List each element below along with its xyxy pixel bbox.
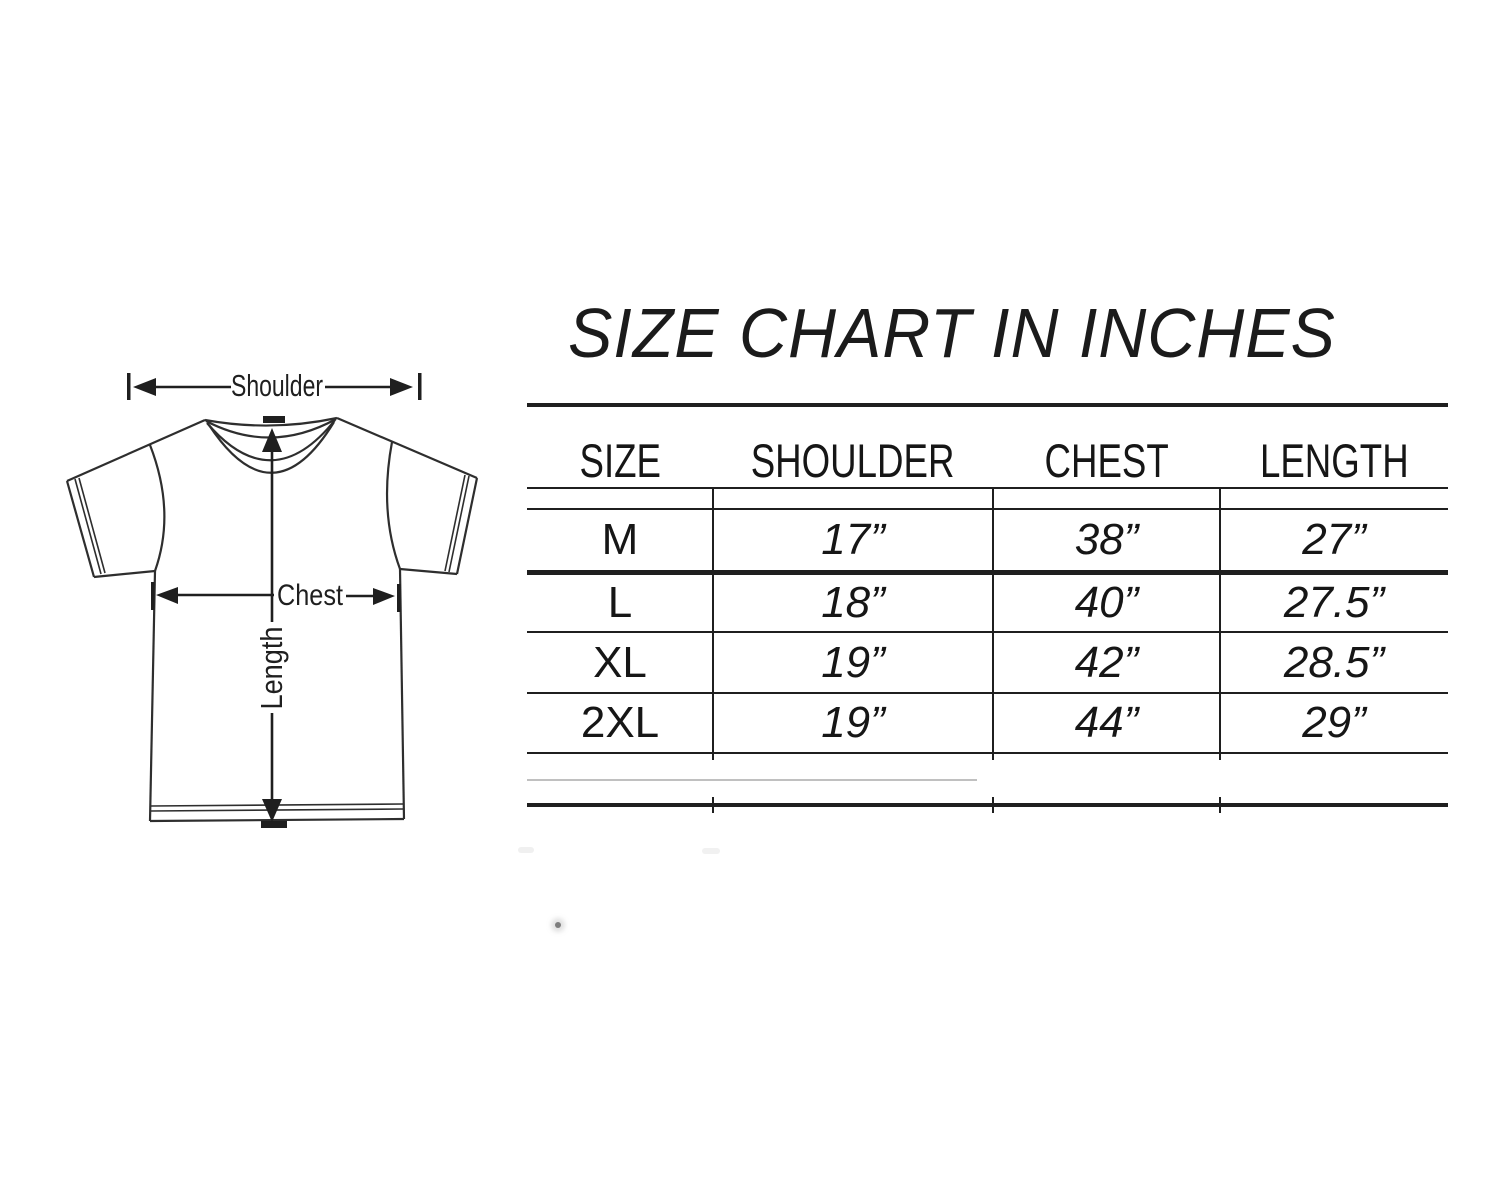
shoulder-right-arrowhead bbox=[390, 378, 413, 396]
row-xl-chest: 42” bbox=[1074, 637, 1139, 687]
shoulder-measure bbox=[127, 368, 422, 403]
chest-right-endbar bbox=[397, 584, 401, 612]
chest-left-arrowhead bbox=[156, 587, 178, 604]
header-shoulder: SHOULDER bbox=[751, 433, 955, 487]
table-top-border bbox=[527, 403, 1448, 407]
left-sleeve-bottom bbox=[94, 571, 155, 577]
row-xl-size: XL bbox=[593, 637, 647, 687]
row-2xl-chest: 44” bbox=[1074, 698, 1139, 747]
hem-bottom-tick bbox=[261, 821, 287, 828]
scan-smudge-1 bbox=[518, 847, 534, 853]
row-l-chest: 40” bbox=[1074, 578, 1139, 627]
row-m-shoulder: 17” bbox=[821, 514, 885, 564]
shoulder-left-endbar bbox=[127, 373, 131, 400]
body-right-edge bbox=[400, 569, 404, 819]
row-xl-shoulder: 19” bbox=[821, 637, 885, 687]
bottom-border-stub-3 bbox=[1219, 797, 1221, 813]
chest-left-endbar bbox=[151, 582, 155, 610]
size-table bbox=[527, 403, 1448, 823]
right-cuff-stitch-2 bbox=[445, 475, 465, 571]
row-2xl-shoulder: 19” bbox=[821, 698, 885, 747]
row-m-chest: 38” bbox=[1074, 514, 1139, 564]
chest-measure bbox=[151, 579, 401, 612]
row-2xl-length: 29” bbox=[1302, 698, 1366, 747]
right-armhole bbox=[387, 442, 400, 569]
row-2xl-size: 2XL bbox=[580, 698, 660, 747]
header-size: SIZE bbox=[579, 433, 661, 487]
right-shoulder-seam bbox=[337, 418, 477, 478]
chest-right-arrowhead bbox=[373, 588, 395, 605]
partial-faint-line bbox=[527, 779, 977, 781]
header-chest: CHEST bbox=[1044, 433, 1169, 487]
left-shoulder-seam bbox=[67, 420, 205, 481]
left-sleeve-cuff-edge bbox=[67, 481, 94, 577]
header-length: LENGTH bbox=[1259, 433, 1409, 487]
row-l-size: L bbox=[607, 578, 633, 627]
scan-speck bbox=[555, 922, 561, 928]
right-cuff-stitch-1 bbox=[449, 476, 469, 572]
chest-label: Chest bbox=[277, 579, 344, 612]
row-m-length: 27” bbox=[1302, 514, 1366, 564]
row-l-shoulder: 18” bbox=[821, 578, 885, 627]
length-label: Length bbox=[254, 614, 289, 710]
page-title: SIZE CHART IN INCHES bbox=[568, 294, 1336, 372]
bottom-border-stub-2 bbox=[992, 797, 994, 813]
shoulder-right-endbar bbox=[418, 373, 422, 400]
left-armhole bbox=[150, 445, 164, 571]
bottom-border-stub-1 bbox=[712, 797, 714, 813]
table-bottom-border bbox=[527, 803, 1448, 807]
right-sleeve-cuff-edge bbox=[457, 478, 477, 574]
scan-smudge-2 bbox=[702, 848, 720, 854]
row-l-length: 27.5” bbox=[1283, 578, 1385, 627]
tshirt-measurement-diagram bbox=[0, 340, 520, 850]
length-measure bbox=[254, 416, 289, 828]
shoulder-left-arrowhead bbox=[133, 378, 156, 396]
row-xl-length: 28.5” bbox=[1283, 637, 1385, 687]
row-2xl-underline bbox=[527, 752, 1448, 754]
body-bottom-edge bbox=[150, 819, 404, 821]
shoulder-label: Shoulder bbox=[231, 368, 323, 403]
row-m-size: M bbox=[601, 514, 639, 564]
collar-top-tick bbox=[263, 416, 285, 423]
left-cuff-stitch-2 bbox=[79, 478, 105, 573]
